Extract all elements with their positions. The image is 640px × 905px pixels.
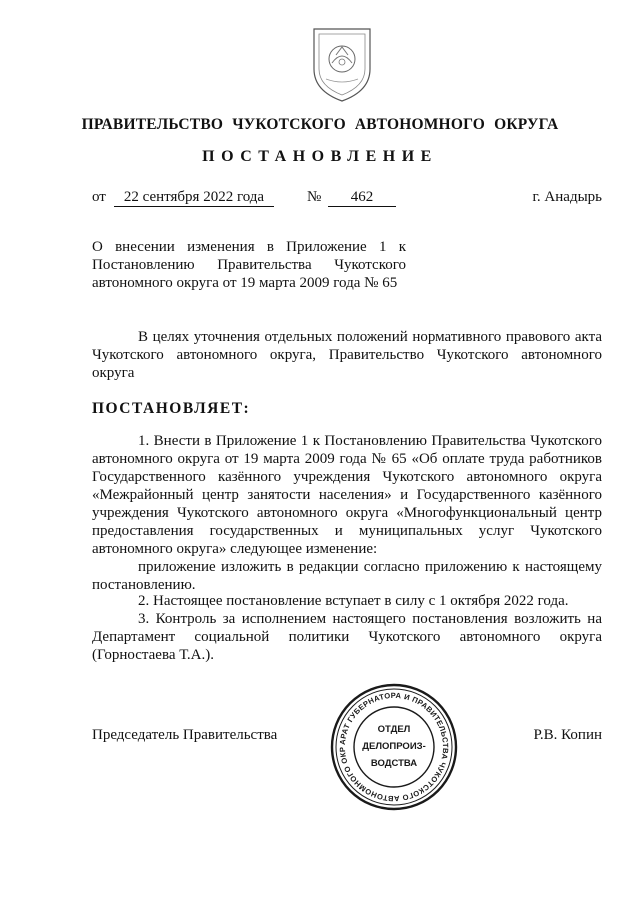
stamp-line-1: ОТДЕЛ xyxy=(377,724,411,735)
signatory-name: Р.В. Копин xyxy=(533,727,602,743)
stamp-line-2: ДЕЛОПРОИЗ- xyxy=(362,741,426,752)
date-prefix: от xyxy=(92,189,106,205)
item-1-paragraph: 1. Внести в Приложение 1 к Постановлению Правительства Чукотского автономного округа от 19 марта 2009 года № 65 «Об оплате труда работников Государственного казённого учреждения Чукотского автономного округа «Межрайонный центр занятости населения» и Государственного казённого учреждения Чукотского автономного округа «Многофункциональный центр предоставления государственных и муниципальных услуг Чукотского автономного округа» следующее изменение: xyxy=(92,433,602,557)
document-place: г. Анадырь xyxy=(532,189,602,205)
resolves-heading: ПОСТАНОВЛЯЕТ: xyxy=(92,400,251,417)
signatory-position: Председатель Правительства xyxy=(92,727,278,743)
coat-of-arms-icon xyxy=(310,25,374,105)
stamp-line-3: ВОДСТВА xyxy=(370,758,418,769)
document-type-title: ПОСТАНОВЛЕНИЕ xyxy=(202,148,438,165)
preamble-paragraph: В целях уточнения отдельных положений нормативного правового акта Чукотского автономного округа, Правительство Чукотского автономного округа xyxy=(92,329,602,381)
item-3-paragraph: 3. Контроль за исполнением настоящего постановления возложить на Департамент социальной политики Чукотского автономного округа (Горностаева Т.А.). xyxy=(92,611,602,663)
item-1-subparagraph: приложение изложить в редакции согласно приложению к настоящему постановлению. xyxy=(92,559,602,593)
document-subject: О внесении изменения в Приложение 1 к Постановлению Правительства Чукотского автономного округа от 19 марта 2009 года № 65 xyxy=(92,239,406,291)
document-number: 462 xyxy=(328,189,396,207)
office-stamp xyxy=(330,683,458,811)
government-title: ПРАВИТЕЛЬСТВО ЧУКОТСКОГО АВТОНОМНОГО ОКРУГА xyxy=(81,116,559,133)
document-date: 22 сентября 2022 года xyxy=(114,189,274,207)
item-2-paragraph: 2. Настоящее постановление вступает в силу с 1 октября 2022 года. xyxy=(138,593,569,609)
number-prefix: № xyxy=(307,189,322,205)
stamp-ring-text: АРАТ ГУБЕРНАТОРА И ПРАВИТЕЛЬСТВА ЧУКОТСКОГО АВТОНОМНОГО ОКР xyxy=(337,690,451,804)
